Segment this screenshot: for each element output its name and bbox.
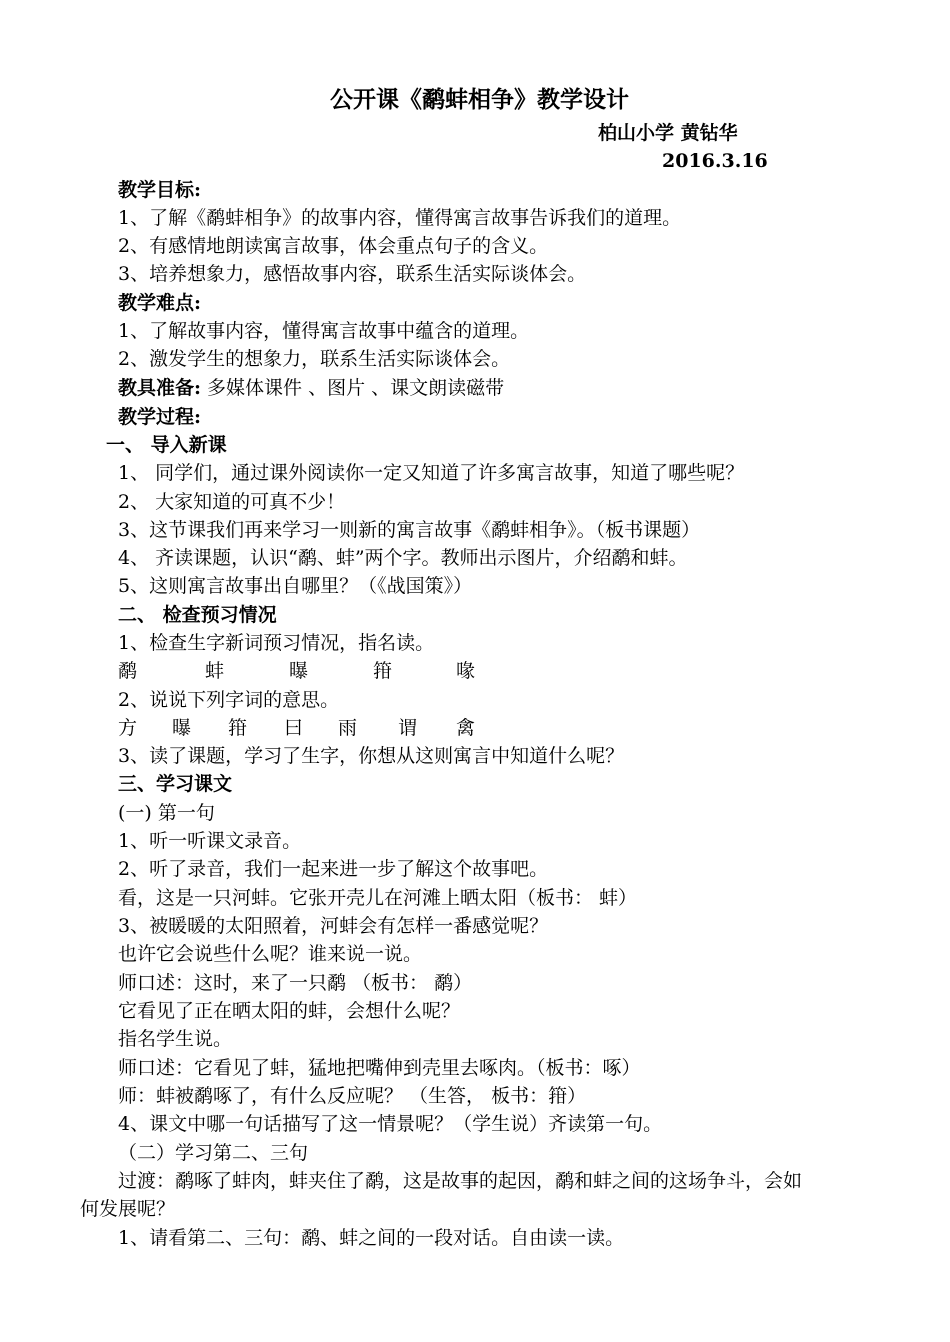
page-title: 公开课《鹬蚌相争》教学设计 <box>330 86 629 113</box>
goal-item: 2、有感情地朗读寓言故事，体会重点句子的含义。 <box>118 235 549 257</box>
section3-line: 师：蚌被鹬啄了，有什么反应呢？ （生答， 板书：箝） <box>118 1085 587 1107</box>
vocab-char: 雨 <box>338 717 358 739</box>
vocab-row-1 <box>0 657 950 685</box>
vocab-char: 鹬 <box>118 660 138 682</box>
vocab-row-2 <box>0 714 950 742</box>
section2-item: 3、读了课题，学习了生字，你想从这则寓言中知道什么呢？ <box>118 745 625 767</box>
section2-heading: 二、 检查预习情况 <box>118 604 277 626</box>
section3-line: 2、听了录音，我们一起来进一步了解这个故事吧。 <box>118 858 549 880</box>
vocab-char: 箝 <box>228 717 248 739</box>
vocab-char: 方 <box>118 717 138 739</box>
vocab-char: 箝 <box>373 660 393 682</box>
vocab-char: 禽 <box>456 717 476 739</box>
materials-heading: 教具准备: <box>118 377 202 399</box>
section3-heading: 三、学习课文 <box>118 773 233 795</box>
section1-heading: 一、 导入新课 <box>106 434 227 456</box>
vocab-char: 曝 <box>289 660 309 682</box>
goal-item: 3、培养想象力，感悟故事内容，联系生活实际谈体会。 <box>118 263 587 285</box>
vocab-char: 谓 <box>398 717 418 739</box>
goals-heading: 教学目标: <box>118 179 202 201</box>
vocab-char: 曰 <box>284 717 304 739</box>
materials-line <box>118 374 504 402</box>
section3-line: 师口述：它看见了蚌，猛地把嘴伸到壳里去啄肉。（板书：啄） <box>118 1057 641 1079</box>
section3-sub1: (一) 第一句 <box>118 802 215 824</box>
transition-line: 何发展呢？ <box>80 1198 176 1220</box>
goal-item: 1、了解《鹬蚌相争》的故事内容，懂得寓言故事告诉我们的道理。 <box>118 207 682 229</box>
section2-item: 2、说说下列字词的意思。 <box>118 689 340 711</box>
section1-item: 5、这则寓言故事出自哪里？（《战国策》） <box>118 575 473 597</box>
difficulty-heading: 教学难点: <box>118 292 202 314</box>
materials-text: 多媒体课件 、图片 、课文朗读磁带 <box>201 377 505 399</box>
transition-line: 过渡：鹬啄了蚌肉，蚌夹住了鹬，这是故事的起因，鹬和蚌之间的这场争斗，会如 <box>118 1170 803 1192</box>
section1-item: 4、 齐读课题，认识“鹬、蚌”两个字。教师出示图片，介绍鹬和蚌。 <box>118 547 688 569</box>
section3-line: 看，这是一只河蚌。它张开壳儿在河滩上晒太阳（板书： 蚌） <box>118 887 638 909</box>
section3-line: 师口述：这时，来了一只鹬 （板书： 鹬） <box>118 972 473 994</box>
difficulty-item: 1、了解故事内容，懂得寓言故事中蕴含的道理。 <box>118 320 530 342</box>
difficulty-item: 2、激发学生的想象力，联系生活实际谈体会。 <box>118 348 511 370</box>
section3-sub2: （二）学习第二、三句 <box>118 1142 309 1164</box>
section3-line: 指名学生说。 <box>118 1028 233 1050</box>
section1-item: 3、这节课我们再来学习一则新的寓言故事《鹬蚌相争》。（板书课题） <box>118 519 701 541</box>
section3-line: 3、被暖暖的太阳照着，河蚌会有怎样一番感觉呢？ <box>118 915 549 937</box>
date-line: 2016.3.16 <box>662 150 768 172</box>
author-line: 柏山小学 黄钻华 <box>598 122 738 144</box>
section2-item: 1、检查生字新词预习情况，指名读。 <box>118 632 435 654</box>
section3-line: 它看见了正在晒太阳的蚌，会想什么呢？ <box>118 1000 461 1022</box>
vocab-char: 蚌 <box>205 660 225 682</box>
section1-item: 1、 同学们，通过课外阅读你一定又知道了许多寓言故事，知道了哪些呢？ <box>118 462 745 484</box>
vocab-char: 喙 <box>456 660 476 682</box>
section3-line: 1、请看第二、三句：鹬、蚌之间的一段对话。自由读一读。 <box>118 1227 625 1249</box>
section3-line: 也许它会说些什么呢？谁来说一说。 <box>118 943 423 965</box>
section3-line: 4、课文中哪一句话描写了这一情景呢？（学生说）齐读第一句。 <box>118 1113 663 1135</box>
vocab-char: 曝 <box>172 717 192 739</box>
section3-line: 1、听一听课文录音。 <box>118 830 302 852</box>
process-heading: 教学过程: <box>118 406 202 428</box>
section1-item: 2、 大家知道的可真不少！ <box>118 491 346 513</box>
